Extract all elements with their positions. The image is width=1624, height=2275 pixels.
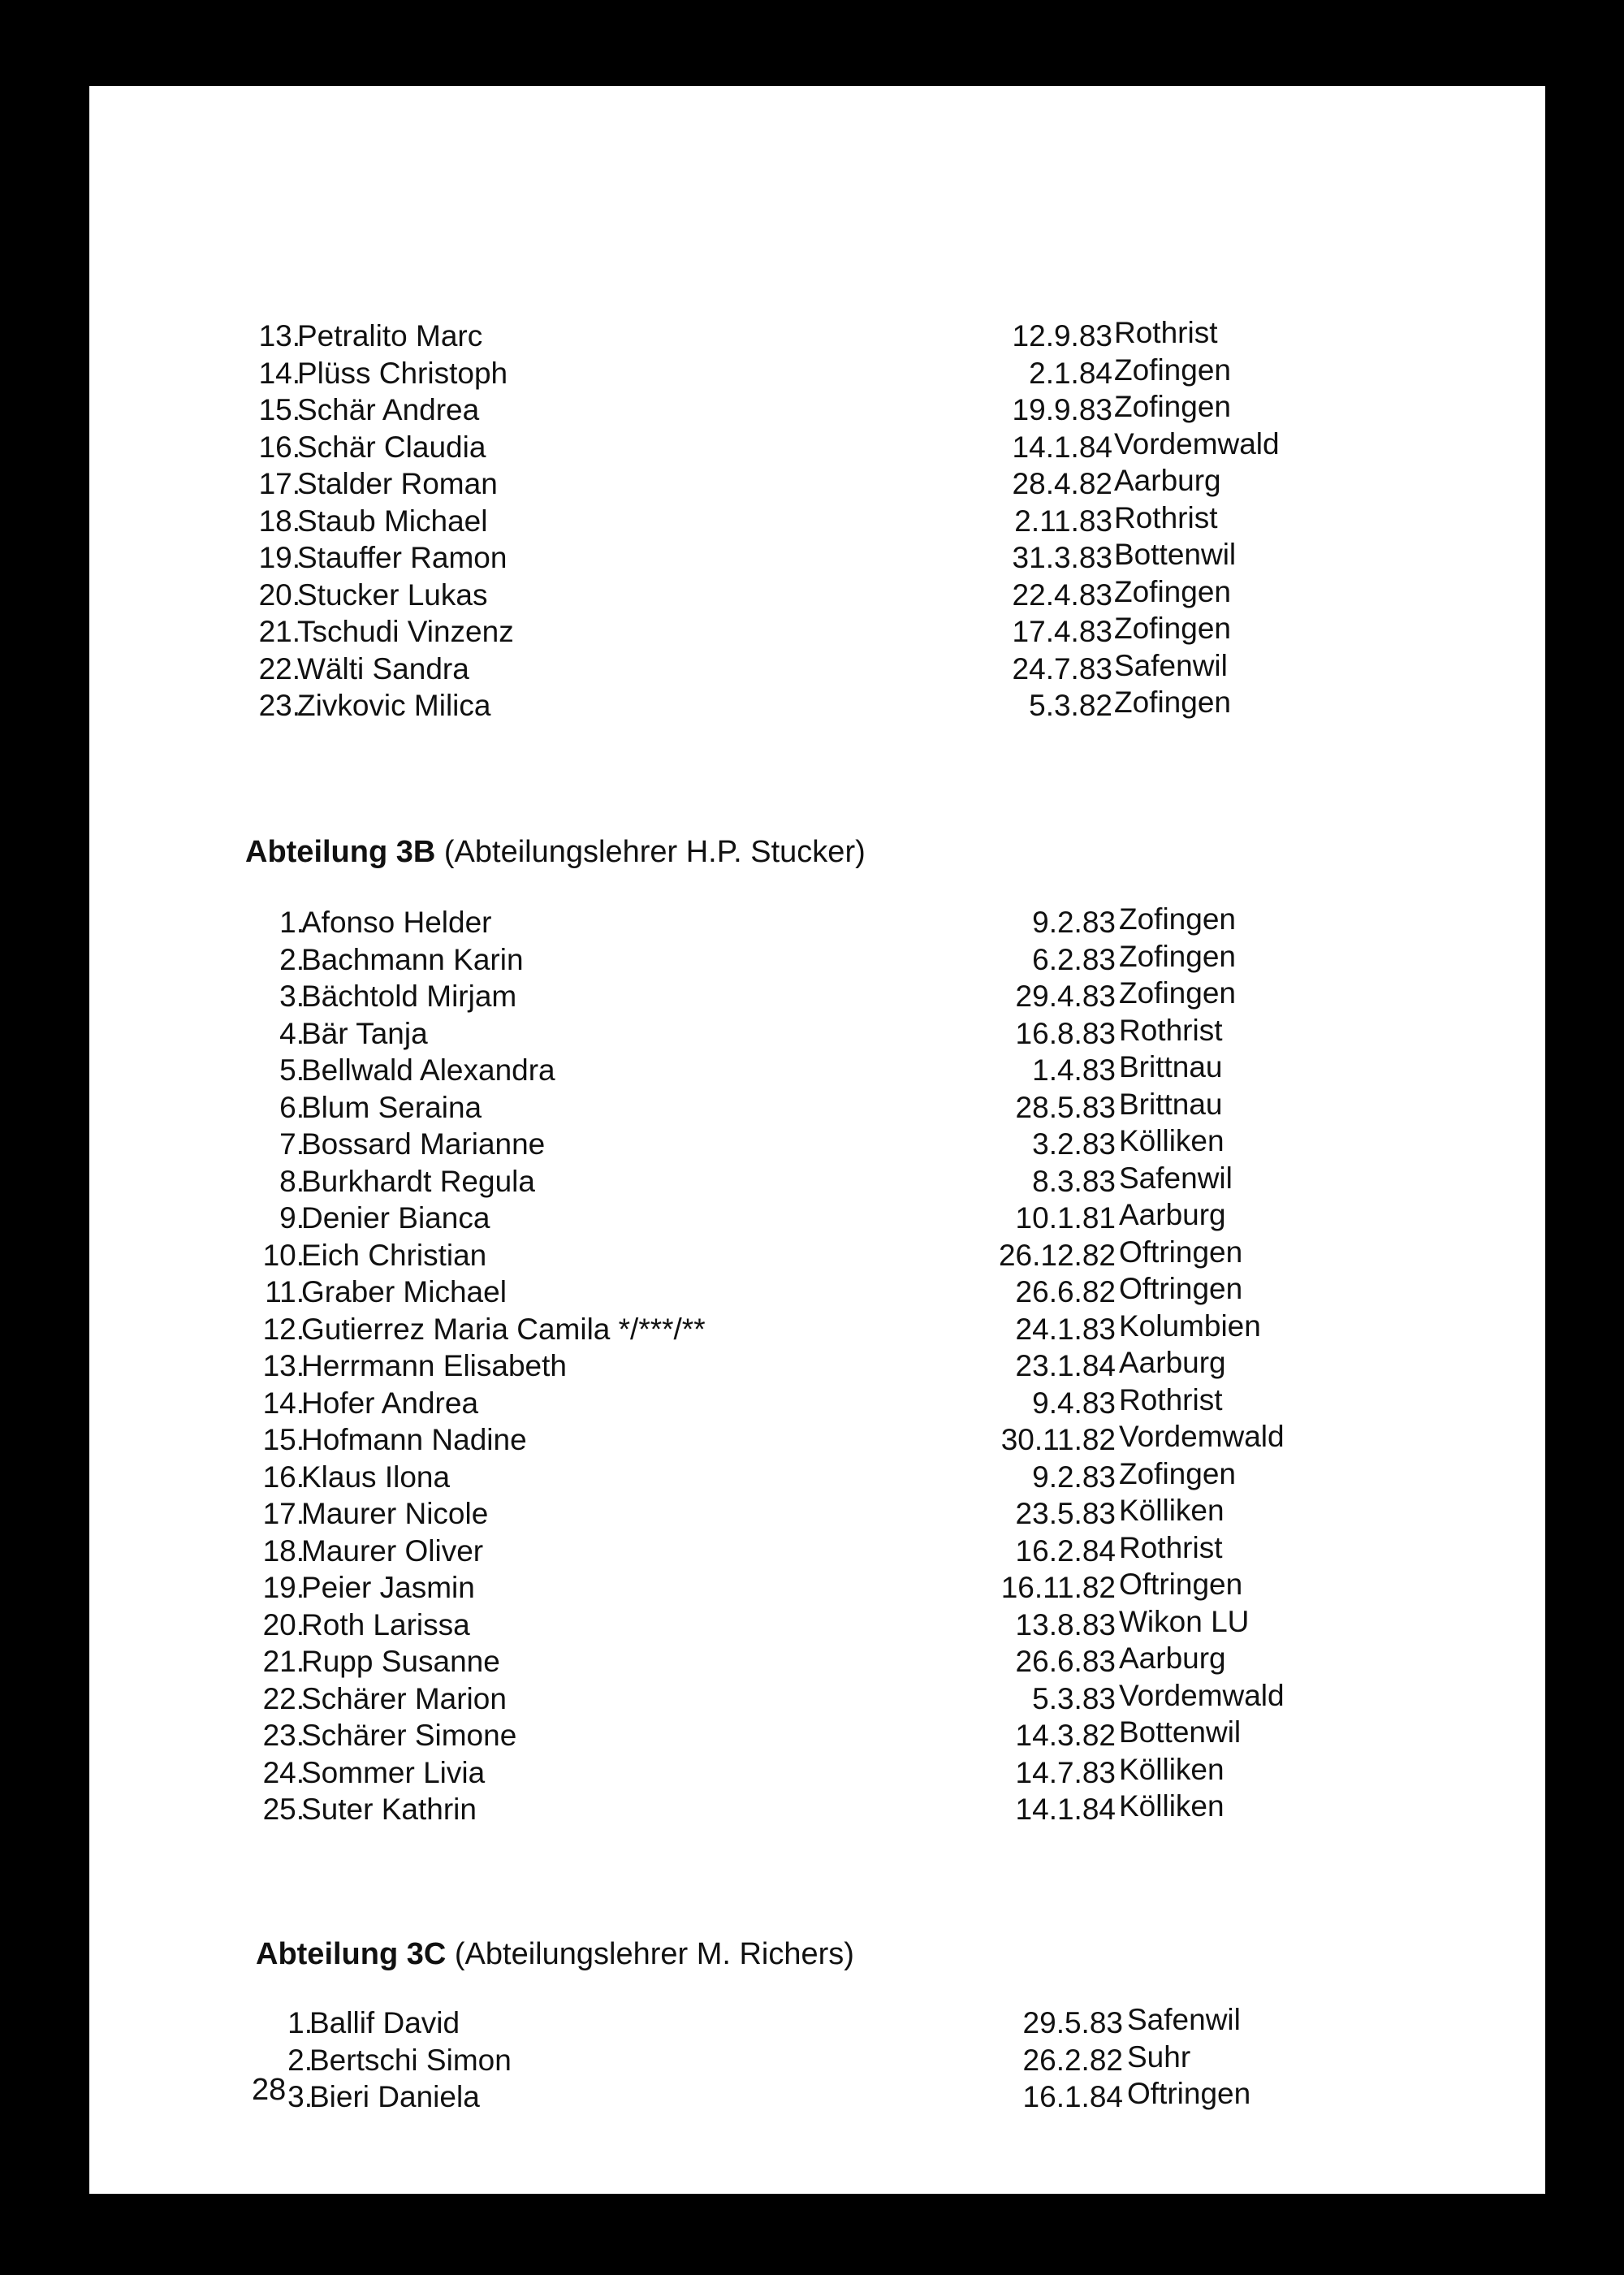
- student-name: Schär Claudia: [297, 430, 486, 464]
- student-birth-date: 24.1.83: [1015, 1312, 1116, 1346]
- student-place: Zofingen: [1114, 612, 1231, 645]
- student-number: 6.: [279, 1090, 304, 1124]
- student-number: 23.: [258, 689, 300, 722]
- student-number: 14.: [258, 356, 300, 390]
- student-number: 23.: [262, 1719, 304, 1752]
- student-number: 19.: [262, 1571, 304, 1604]
- student-row: [89, 941, 1545, 979]
- student-row: [89, 1347, 1545, 1385]
- student-name: Burkhardt Regula: [301, 1164, 535, 1198]
- student-birth-date: 14.7.83: [1015, 1755, 1116, 1789]
- student-row: [89, 613, 1545, 651]
- student-birth-date: 23.1.84: [1015, 1349, 1116, 1382]
- student-birth-date: 2.11.83: [1014, 504, 1112, 538]
- section-heading-3b: [245, 833, 866, 871]
- student-name: Bossard Marianne: [301, 1127, 546, 1161]
- student-row: [89, 1382, 1545, 1422]
- student-birth-date: 31.3.83: [1012, 541, 1112, 574]
- student-number: 17.: [262, 1497, 304, 1530]
- student-birth-date: 26.2.82: [1022, 2043, 1123, 2077]
- student-place: Kölliken: [1119, 1494, 1224, 1527]
- student-name: Afonso Helder: [301, 906, 492, 939]
- student-birth-date: 26.6.83: [1015, 1645, 1116, 1678]
- student-number: 14.: [262, 1386, 304, 1420]
- student-birth-date: 29.4.83: [1015, 980, 1116, 1013]
- student-name: Petralito Marc: [297, 319, 483, 352]
- student-place: Rothrist: [1114, 316, 1218, 349]
- student-place: Aarburg: [1119, 1346, 1226, 1379]
- student-birth-date: 10.1.81: [1015, 1201, 1116, 1235]
- student-row: [89, 426, 1545, 466]
- student-number: 12.: [262, 1312, 304, 1346]
- student-row: [89, 1126, 1545, 1163]
- student-name: Bachmann Karin: [301, 942, 524, 976]
- student-name: Schär Andrea: [297, 393, 480, 426]
- student-row: [89, 1604, 1545, 1644]
- student-place: Safenwil: [1127, 2003, 1241, 2036]
- student-birth-date: 16.2.84: [1015, 1533, 1116, 1568]
- student-birth-date: 9.2.83: [1032, 1460, 1116, 1494]
- student-row: [89, 2039, 1545, 2079]
- student-place: Brittnau: [1119, 1087, 1223, 1121]
- student-number: 19.: [258, 541, 300, 574]
- student-row: [89, 465, 1545, 503]
- student-birth-date: 19.9.83: [1012, 393, 1112, 426]
- student-row: [89, 1643, 1545, 1680]
- student-number: 3.: [287, 2080, 313, 2113]
- student-name: Gutierrez Maria Camila */***/**: [301, 1312, 706, 1346]
- student-birth-date: 9.2.83: [1032, 906, 1116, 939]
- student-place: Oftringen: [1119, 1235, 1243, 1269]
- student-number: 7.: [279, 1127, 304, 1161]
- student-place: Kölliken: [1119, 1789, 1224, 1823]
- student-name: Bär Tanja: [301, 1016, 428, 1050]
- student-place: Vordemwald: [1119, 1420, 1285, 1453]
- student-row: [89, 1495, 1545, 1533]
- student-birth-date: 5.3.83: [1032, 1681, 1116, 1715]
- student-row: [89, 1717, 1545, 1754]
- student-place: Zofingen: [1114, 352, 1231, 387]
- student-place: Oftringen: [1127, 2077, 1251, 2110]
- student-place: Zofingen: [1119, 976, 1236, 1010]
- student-number: 9.: [279, 1201, 304, 1235]
- student-birth-date: 8.3.83: [1032, 1164, 1116, 1198]
- student-birth-date: 14.1.84: [1015, 1793, 1116, 1826]
- student-number: 16.: [258, 430, 300, 464]
- student-number: 20.: [262, 1607, 304, 1641]
- student-place: Rothrist: [1119, 1382, 1223, 1416]
- student-birth-date: 12.9.83: [1012, 319, 1112, 352]
- student-name: Roth Larissa: [301, 1607, 470, 1641]
- student-name: Bertschi Simon: [309, 2043, 512, 2077]
- student-row: [89, 648, 1545, 688]
- student-number: 15.: [258, 393, 300, 426]
- student-row: [89, 574, 1545, 614]
- student-number: 15.: [262, 1423, 304, 1456]
- student-birth-date: 3.2.83: [1032, 1127, 1116, 1161]
- student-row: [89, 1754, 1545, 1792]
- student-row: [89, 1680, 1545, 1718]
- student-name: Bieri Daniela: [309, 2080, 480, 2113]
- section-title-3b: Abteilung 3B: [245, 835, 436, 869]
- student-birth-date: 22.4.83: [1012, 577, 1112, 612]
- student-place: Safenwil: [1119, 1161, 1233, 1195]
- student-birth-date: 14.1.84: [1012, 430, 1112, 464]
- student-number: 21.: [258, 615, 300, 648]
- student-name: Blum Seraina: [301, 1090, 482, 1124]
- student-number: 5.: [279, 1053, 304, 1087]
- student-list-3a-continued: [89, 318, 1545, 724]
- student-birth-date: 30.11.82: [1000, 1423, 1116, 1456]
- student-row: [89, 391, 1545, 429]
- student-name: Klaus Ilona: [301, 1460, 451, 1494]
- student-place: Zofingen: [1114, 390, 1231, 423]
- student-place: Kölliken: [1119, 1752, 1224, 1786]
- student-row: [89, 1274, 1545, 1311]
- student-name: Schärer Simone: [301, 1719, 517, 1752]
- student-name: Zivkovic Milica: [297, 689, 491, 722]
- student-number: 18.: [258, 504, 300, 538]
- student-row: [89, 1015, 1545, 1053]
- student-name: Eich Christian: [301, 1238, 487, 1272]
- student-row: [89, 352, 1545, 392]
- student-row: [89, 539, 1545, 577]
- student-name: Schärer Marion: [301, 1681, 507, 1715]
- student-name: Plüss Christoph: [297, 356, 508, 390]
- student-name: Bächtold Mirjam: [301, 980, 517, 1013]
- student-row: [89, 1530, 1545, 1570]
- student-birth-date: 16.8.83: [1015, 1016, 1116, 1050]
- student-birth-date: 16.11.82: [1000, 1571, 1116, 1604]
- student-place: Aarburg: [1119, 1641, 1226, 1675]
- student-birth-date: 1.4.83: [1032, 1053, 1116, 1087]
- student-place: Safenwil: [1114, 648, 1228, 682]
- student-place: Kölliken: [1119, 1124, 1224, 1157]
- student-row: [89, 1089, 1545, 1127]
- student-number: 13.: [262, 1349, 304, 1382]
- student-place: Brittnau: [1119, 1050, 1223, 1083]
- student-name: Bellwald Alexandra: [301, 1053, 555, 1087]
- student-birth-date: 14.3.82: [1015, 1719, 1116, 1752]
- student-row: [89, 2005, 1545, 2042]
- student-place: Vordemwald: [1114, 426, 1280, 461]
- student-number: 8.: [279, 1164, 304, 1198]
- student-number: 13.: [258, 319, 300, 352]
- student-birth-date: 24.7.83: [1012, 651, 1112, 686]
- student-name: Stucker Lukas: [297, 577, 488, 612]
- student-number: 2.: [287, 2043, 313, 2077]
- student-number: 10.: [262, 1238, 304, 1272]
- student-number: 17.: [258, 467, 300, 500]
- student-number: 2.: [279, 942, 304, 976]
- section-title-3c: Abteilung 3C: [256, 1937, 447, 1971]
- student-birth-date: 13.8.83: [1015, 1607, 1116, 1641]
- student-number: 16.: [262, 1460, 304, 1494]
- section-teacher-3b: (Abteilungslehrer H.P. Stucker): [443, 835, 866, 869]
- student-birth-date: 5.3.82: [1029, 689, 1112, 722]
- student-row: [89, 500, 1545, 540]
- student-place: Zofingen: [1114, 686, 1231, 719]
- student-name: Maurer Nicole: [301, 1497, 489, 1530]
- student-place: Aarburg: [1119, 1198, 1226, 1231]
- student-row: [89, 1308, 1545, 1348]
- student-birth-date: 28.4.82: [1012, 467, 1112, 500]
- student-row: [89, 1569, 1545, 1607]
- student-number: 1.: [287, 2006, 313, 2039]
- student-birth-date: 28.5.83: [1015, 1090, 1116, 1124]
- student-place: Bottenwil: [1119, 1715, 1242, 1749]
- student-number: 20.: [258, 577, 300, 612]
- student-place: Zofingen: [1119, 902, 1236, 936]
- student-birth-date: 26.6.82: [1015, 1275, 1116, 1308]
- student-row: [89, 904, 1545, 941]
- student-place: Kolumbien: [1119, 1308, 1261, 1343]
- student-birth-date: 16.1.84: [1022, 2080, 1123, 2113]
- student-place: Rothrist: [1119, 1530, 1223, 1564]
- student-birth-date: 2.1.84: [1029, 356, 1112, 390]
- section-heading-3c: [256, 1935, 854, 1973]
- page-number: 28: [252, 2073, 287, 2107]
- student-name: Maurer Oliver: [301, 1533, 484, 1568]
- document-page: [89, 86, 1545, 2194]
- student-place: Oftringen: [1119, 1272, 1243, 1305]
- student-row: [89, 1052, 1545, 1089]
- student-name: Wälti Sandra: [297, 651, 469, 686]
- student-number: 25.: [262, 1793, 304, 1826]
- student-name: Denier Bianca: [301, 1201, 490, 1235]
- student-birth-date: 6.2.83: [1032, 942, 1116, 976]
- student-birth-date: 9.4.83: [1032, 1386, 1116, 1420]
- student-name: Suter Kathrin: [301, 1793, 477, 1826]
- student-name: Stauffer Ramon: [297, 541, 508, 574]
- student-row: [89, 1237, 1545, 1274]
- student-row: [89, 1791, 1545, 1828]
- student-name: Stalder Roman: [297, 467, 498, 500]
- student-name: Herrmann Elisabeth: [301, 1349, 567, 1382]
- student-name: Staub Michael: [297, 504, 488, 538]
- student-number: 3.: [279, 980, 304, 1013]
- student-name: Tschudi Vinzenz: [297, 615, 514, 648]
- student-number: 1.: [279, 906, 304, 939]
- student-number: 24.: [262, 1755, 304, 1789]
- student-number: 18.: [262, 1533, 304, 1568]
- student-birth-date: 26.12.82: [998, 1238, 1116, 1272]
- student-place: Bottenwil: [1114, 538, 1237, 571]
- student-place: Aarburg: [1114, 464, 1221, 497]
- student-row: [89, 978, 1545, 1015]
- student-name: Rupp Susanne: [301, 1645, 500, 1678]
- student-name: Ballif David: [309, 2006, 460, 2039]
- student-place: Oftringen: [1119, 1568, 1243, 1601]
- student-place: Zofingen: [1119, 1456, 1236, 1490]
- student-birth-date: 17.4.83: [1012, 615, 1112, 648]
- student-name: Graber Michael: [301, 1275, 507, 1308]
- student-list-3b: [89, 904, 1545, 1828]
- student-name: Hofmann Nadine: [301, 1423, 527, 1456]
- student-place: Zofingen: [1114, 574, 1231, 608]
- student-place: Rothrist: [1119, 1013, 1223, 1047]
- student-name: Hofer Andrea: [301, 1386, 479, 1420]
- student-row: [89, 318, 1545, 355]
- student-list-3c: [89, 2005, 1545, 2116]
- student-row: [89, 1163, 1545, 1200]
- student-name: Sommer Livia: [301, 1755, 486, 1789]
- student-place: Suhr: [1127, 2039, 1191, 2074]
- student-number: 4.: [279, 1016, 304, 1050]
- student-row: [89, 687, 1545, 724]
- section-teacher-3c: (Abteilungslehrer M. Richers): [454, 1937, 854, 1971]
- student-place: Zofingen: [1119, 939, 1236, 973]
- student-number: 11.: [265, 1275, 304, 1308]
- student-row: [89, 1456, 1545, 1496]
- student-place: Wikon LU: [1119, 1604, 1250, 1638]
- student-birth-date: 23.5.83: [1015, 1497, 1116, 1530]
- student-row: [89, 2078, 1545, 2116]
- student-number: 22.: [258, 651, 300, 686]
- student-birth-date: 29.5.83: [1022, 2006, 1123, 2039]
- student-name: Peier Jasmin: [301, 1571, 475, 1604]
- student-place: Vordemwald: [1119, 1678, 1285, 1712]
- student-number: 21.: [262, 1645, 304, 1678]
- student-row: [89, 1421, 1545, 1459]
- student-number: 22.: [262, 1681, 304, 1715]
- student-row: [89, 1200, 1545, 1237]
- student-place: Rothrist: [1114, 500, 1218, 534]
